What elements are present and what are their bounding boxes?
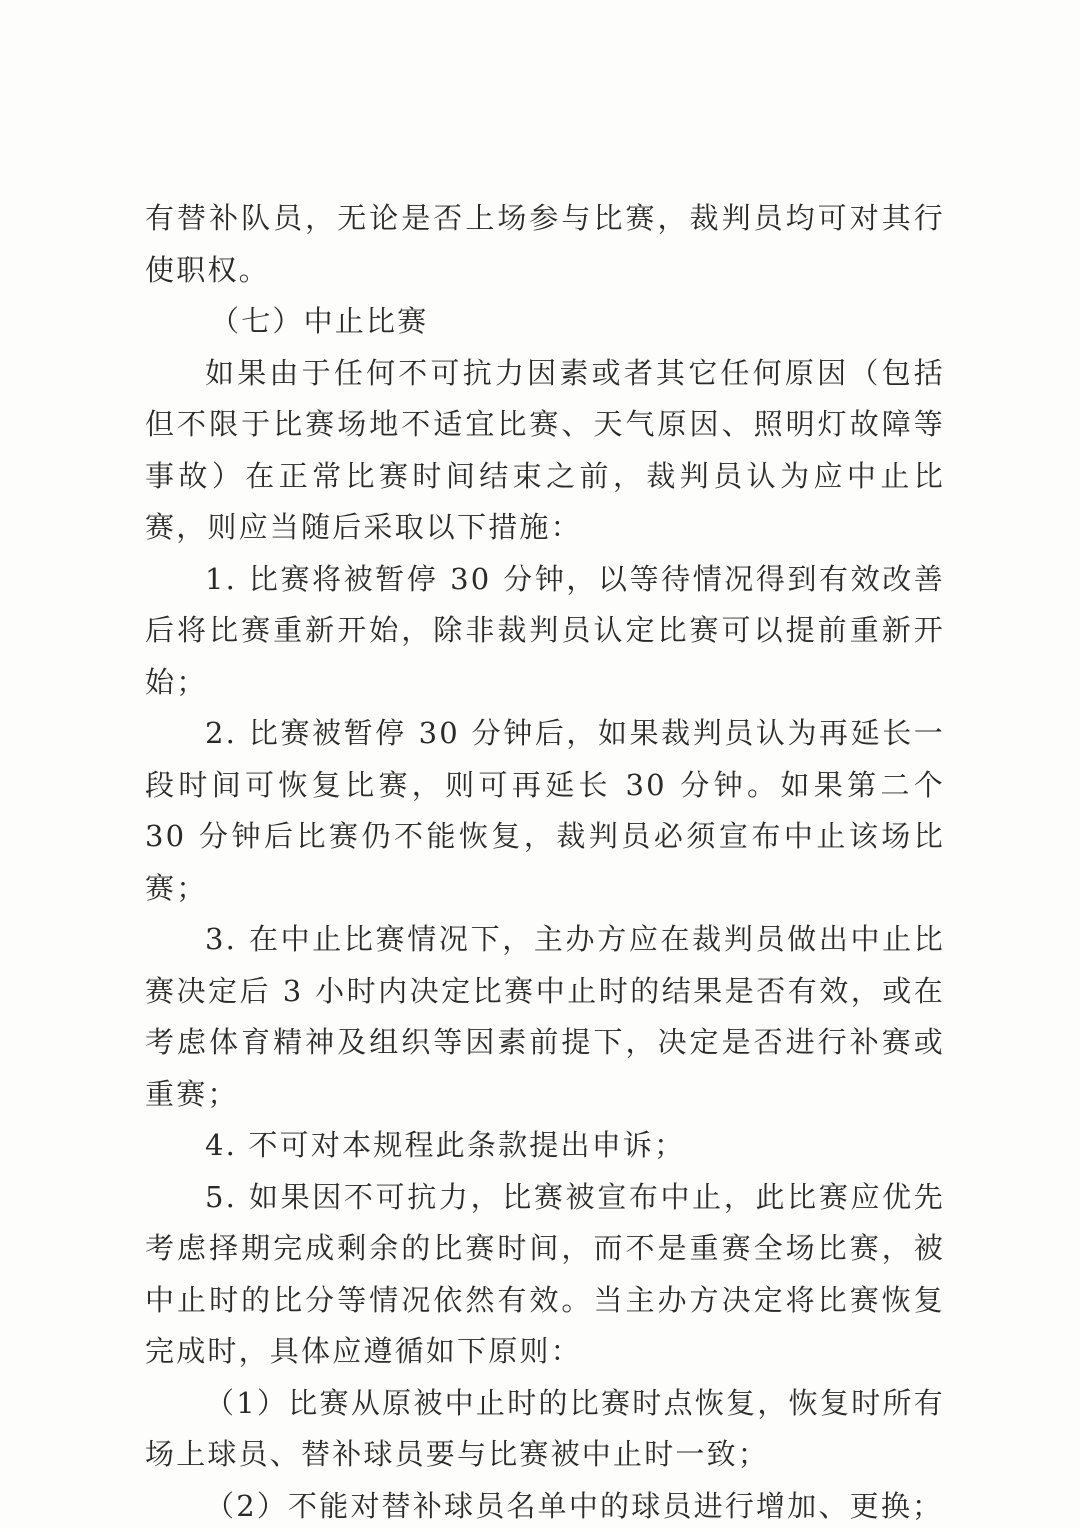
paragraph-item-2: 2. 比赛被暂停 30 分钟后，如果裁判员认为再延长一段时间可恢复比赛，则可再延长 30 分钟。如果第二个 30 分钟后比赛仍不能恢复，裁判员必须宣布中止该场比赛； [145,708,945,914]
paragraph-subitem-2: （2）不能对替补球员名单中的球员进行增加、更换； [145,1481,945,1532]
section-heading-suspend-match: （七）中止比赛 [145,296,945,348]
document-body [145,193,945,1532]
paragraph-item-1: 1. 比赛将被暂停 30 分钟，以等待情况得到有效改善后将比赛重新开始，除非裁判员认定比赛可以提前重新开始； [145,554,945,709]
paragraph-item-3: 3. 在中止比赛情况下，主办方应在裁判员做出中止比赛决定后 3 小时内决定比赛中止时的结果是否有效，或在考虑体育精神及组织等因素前提下，决定是否进行补赛或重赛； [145,914,945,1120]
paragraph-item-4: 4. 不可对本规程此条款提出申诉； [145,1120,945,1172]
paragraph-item-5: 5. 如果因不可抗力，比赛被宣布中止，此比赛应优先考虑择期完成剩余的比赛时间，而不是重赛全场比赛，被中止时的比分等情况依然有效。当主办方决定将比赛恢复完成时，具体应遵循如下原则： [145,1172,945,1378]
paragraph-subitem-1: （1）比赛从原被中止时的比赛时点恢复，恢复时所有场上球员、替补球员要与比赛被中止时一致； [145,1378,945,1481]
paragraph-continuation: 有替补队员，无论是否上场参与比赛，裁判员均可对其行使职权。 [145,193,945,296]
paragraph-intro: 如果由于任何不可抗力因素或者其它任何原因（包括但不限于比赛场地不适宜比赛、天气原因、照明灯故障等事故）在正常比赛时间结束之前，裁判员认为应中止比赛，则应当随后采取以下措施： [145,348,945,554]
